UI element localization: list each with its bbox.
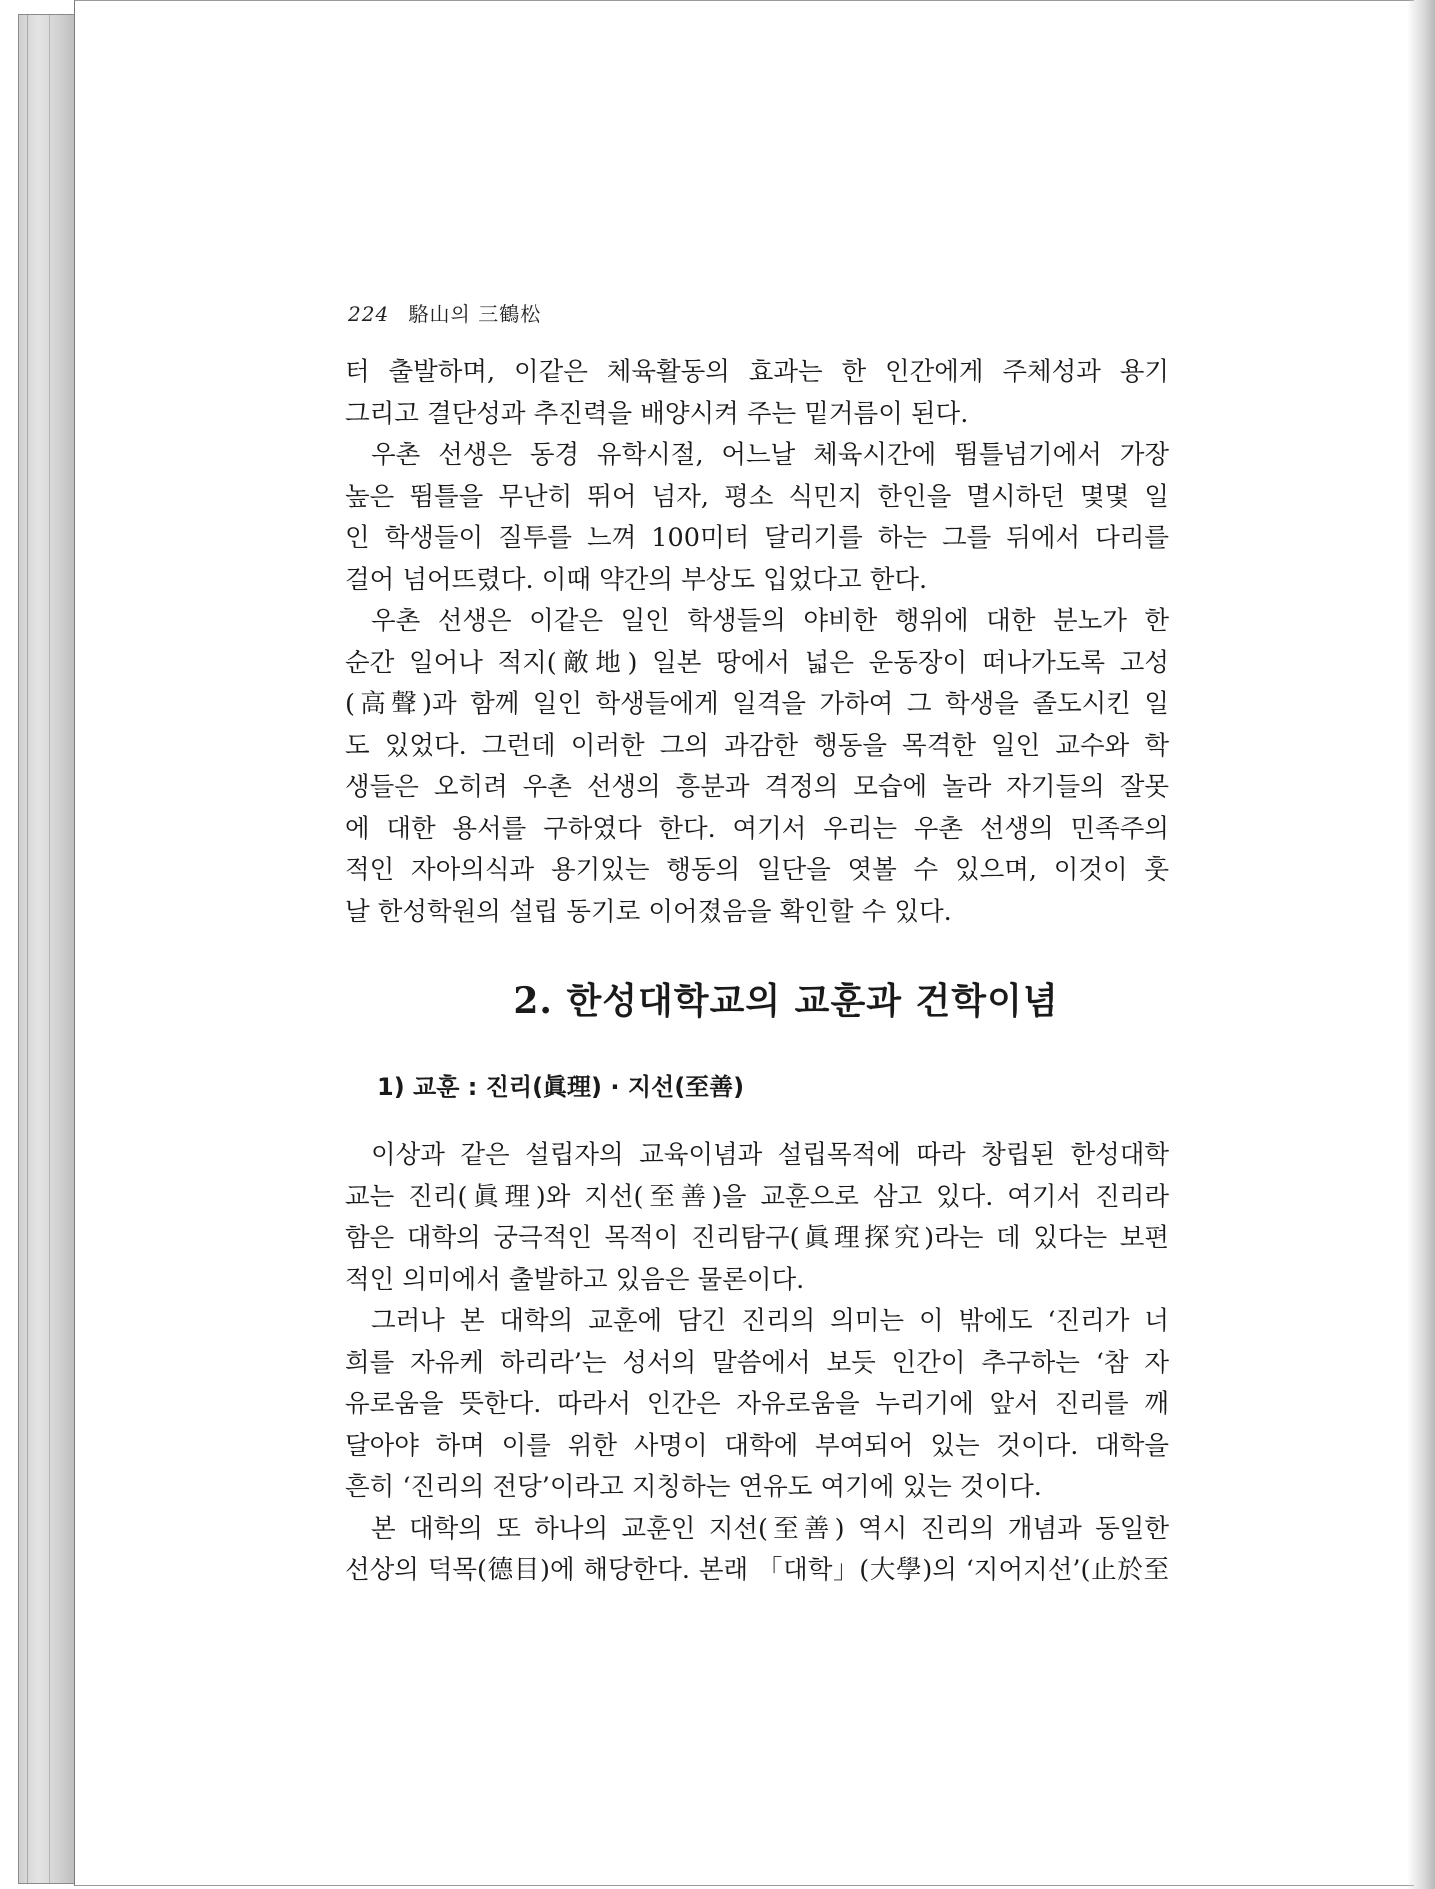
subsection-title: 1) 교훈 : 진리(眞理) · 지선(至善) bbox=[377, 1073, 745, 1101]
text-line: 적인 자아의식과 용기있는 행동의 일단을 엿볼 수 있으며, 이것이 훗 bbox=[345, 855, 1169, 885]
text-line: 이상과 같은 설립자의 교육이념과 설립목적에 따라 창립된 한성대학 bbox=[371, 1140, 1169, 1170]
text-line: 본 대학의 또 하나의 교훈인 지선(至善) 역시 진리의 개념과 동일한 bbox=[371, 1513, 1169, 1544]
book-spine-edge bbox=[18, 14, 76, 1884]
text-line: 적인 의미에서 출발하고 있음은 물론이다. bbox=[345, 1264, 805, 1295]
text-line: 도 있었다. 그런데 이러한 그의 과감한 행동을 목격한 일인 교수와 학 bbox=[345, 730, 1169, 761]
text-line: 선상의 덕목(德目)에 해당한다. 본래 「대학」(大學)의 ‘지어지선’(止於至 bbox=[345, 1555, 1169, 1585]
text-line: 날 한성학원의 설립 동기로 이어졌음을 확인할 수 있다. bbox=[345, 896, 952, 927]
text-line: 인 학생들이 질투를 느껴 100미터 달리기를 하는 그를 뒤에서 다리를 bbox=[345, 523, 1169, 553]
paragraph-5 bbox=[345, 1301, 1169, 1509]
text-line: 순간 일어나 적지(敵地) 일본 땅에서 넓은 운동장이 떠나가도록 고성 bbox=[345, 647, 1169, 678]
book-title: 駱山의 三鶴松 bbox=[408, 302, 542, 326]
text-line: 에 대한 용서를 구하였다 한다. 여기서 우리는 우촌 선생의 민족주의 bbox=[345, 813, 1169, 844]
spacer bbox=[345, 1107, 1169, 1135]
page-edge-shadow bbox=[1407, 0, 1435, 1889]
text-line: 함은 대학의 궁극적인 목적이 진리탐구(眞理探究)라는 데 있다는 보편 bbox=[345, 1223, 1169, 1253]
paragraph-4 bbox=[345, 1135, 1169, 1301]
text-line: 달아야 하며 이를 위한 사명이 대학에 부여되어 있는 것이다. 대학을 bbox=[345, 1430, 1169, 1461]
paragraph-3 bbox=[345, 601, 1169, 933]
text-line: 우촌 선생은 이같은 일인 학생들의 야비한 행위에 대한 분노가 한 bbox=[371, 606, 1169, 636]
page-number: 224 bbox=[348, 302, 390, 326]
paragraph-1 bbox=[345, 352, 1169, 435]
paragraph-2 bbox=[345, 435, 1169, 601]
text-line: 교는 진리(眞理)와 지선(至善)을 교훈으로 삼고 있다. 여기서 진리라 bbox=[345, 1181, 1169, 1212]
text-line: 그리고 결단성과 추진력을 배양시켜 주는 밑거름이 된다. bbox=[345, 398, 969, 429]
text-line: 그러나 본 대학의 교훈에 담긴 진리의 의미는 이 밖에도 ‘진리가 너 bbox=[371, 1306, 1169, 1336]
running-header bbox=[348, 298, 541, 327]
page-body bbox=[345, 352, 1169, 1592]
section-title: 2. 한성대학교의 교훈과 건학이념 bbox=[513, 980, 1059, 1022]
paragraph-6 bbox=[345, 1509, 1169, 1592]
text-line: 흔히 ‘진리의 전당’이라고 지칭하는 연유도 여기에 있는 것이다. bbox=[345, 1472, 1042, 1502]
text-line: 터 출발하며, 이같은 체육활동의 효과는 한 인간에게 주체성과 용기 bbox=[345, 357, 1169, 387]
text-line: 걸어 넘어뜨렸다. 이때 약간의 부상도 입었다고 한다. bbox=[345, 564, 928, 595]
text-line: 유로움을 뜻한다. 따라서 인간은 자유로움을 누리기에 앞서 진리를 깨 bbox=[345, 1389, 1169, 1419]
text-line: 생들은 오히려 우촌 선생의 흥분과 격정의 모습에 놀라 자기들의 잘못 bbox=[345, 772, 1169, 802]
text-line: 희를 자유케 하리라’는 성서의 말씀에서 보듯 인간이 추구하는 ‘참 자 bbox=[345, 1347, 1169, 1378]
text-line: (高聲)과 함께 일인 학생들에게 일격을 가하여 그 학생을 졸도시킨 일 bbox=[345, 689, 1169, 719]
text-line: 높은 뜀틀을 무난히 뛰어 넘자, 평소 식민지 한인을 멸시하던 몇몇 일 bbox=[345, 481, 1169, 512]
text-line: 우촌 선생은 동경 유학시절, 어느날 체육시간에 뜀틀넘기에서 가장 bbox=[371, 440, 1169, 470]
